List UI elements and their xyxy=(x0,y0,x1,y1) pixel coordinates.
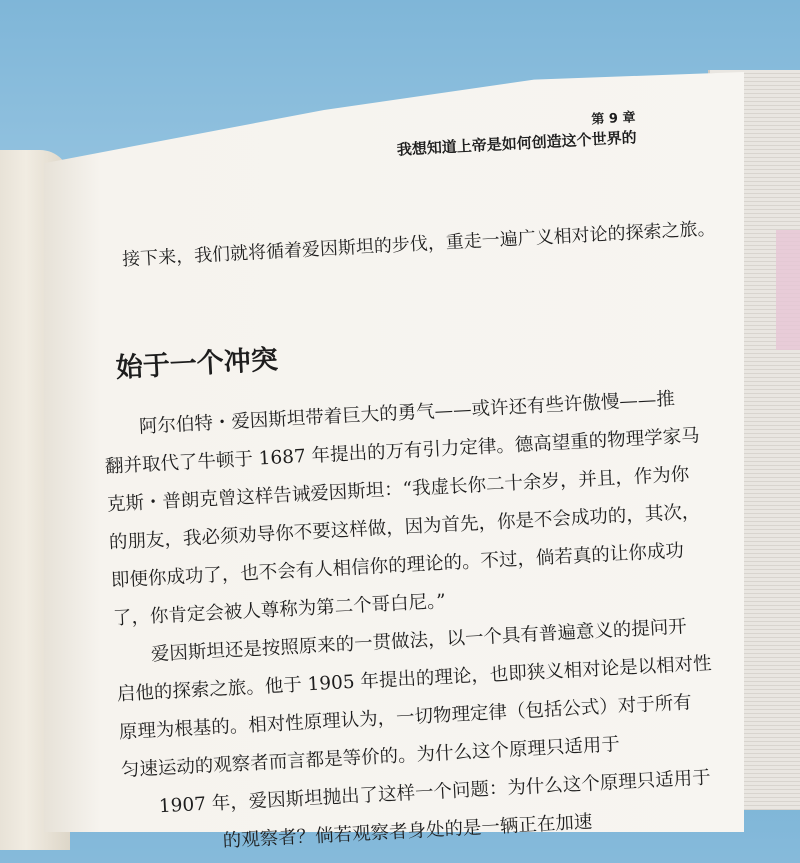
intro-paragraph: 接下来，我们就将循着爱因斯坦的步伐，重走一遍广义相对论的探索之旅。 xyxy=(121,218,716,271)
body-line: 的观察者？倘若观察者身处的是一辆正在加速 xyxy=(222,811,593,852)
body-line: 翻并取代了牛顿于 1687 年提出的万有引力定律。德高望重的物理学家马 xyxy=(104,425,701,478)
body-line: 爱因斯坦还是按照原来的一贯做法，以一个具有普遍意义的提问开 xyxy=(150,616,688,666)
body-line: 启他的探索之旅。他于 1905 年提出的理论，也即狭义相对论是以相对性 xyxy=(116,653,713,706)
body-line: 1907 年，爱因斯坦抛出了这样一个问题：为什么这个原理只适用于 xyxy=(158,767,712,818)
body-line: 了，你肯定会被人尊称为第二个哥白尼。” xyxy=(112,590,447,630)
body-line: 克斯・普朗克曾这样告诫爱因斯坦：“我虚长你二十余岁，并且，作为你 xyxy=(106,464,690,516)
body-line: 即便你成功了，也不会有人相信你的理论的。不过，倘若真的让你成功 xyxy=(110,540,685,592)
body-line: 原理为根基的。相对性原理认为，一切物理定律（包括公式）对于所有 xyxy=(118,692,693,744)
body-line: 阿尔伯特・爱因斯坦带着巨大的勇气——或许还有些许傲慢——推 xyxy=(138,388,676,438)
body-line: 匀速运动的观察者而言都是等价的。为什么这个原理只适用于 xyxy=(120,734,621,782)
section-heading: 始于一个冲突 xyxy=(115,344,279,384)
body-line: 的朋友，我必须劝导你不要这样做，因为首先，你是不会成功的，其次， xyxy=(108,501,701,554)
running-head-chapter: 第 9 章 xyxy=(591,110,636,128)
running-head-title: 我想知道上帝是如何创造这个世界的 xyxy=(396,128,638,159)
